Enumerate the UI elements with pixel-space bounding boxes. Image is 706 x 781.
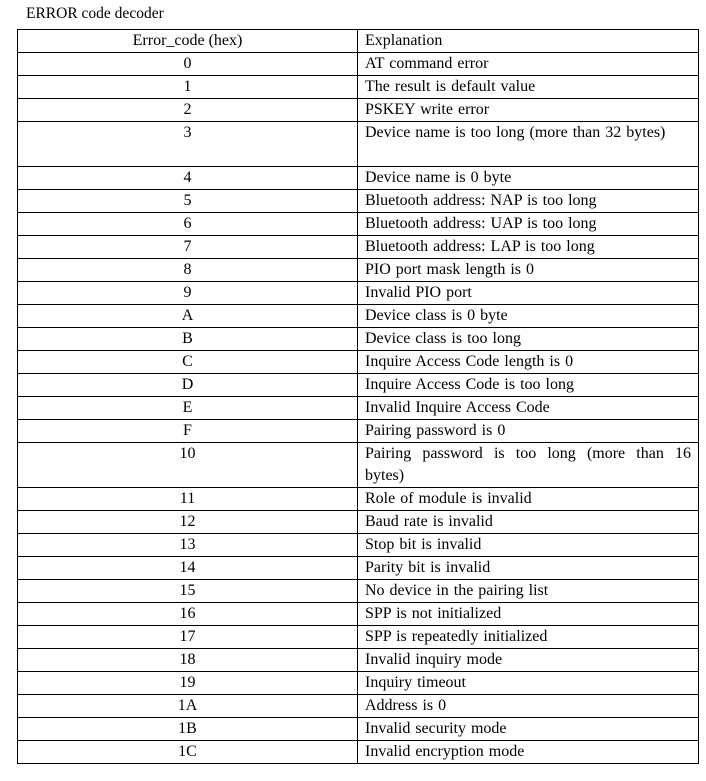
table-row (18, 672, 699, 695)
error-code-cell: 5 (18, 190, 358, 213)
table-header-row (18, 30, 699, 53)
table-row (18, 190, 699, 213)
error-code-cell: 1B (18, 718, 358, 741)
explanation-cell: Invalid encryption mode (358, 741, 699, 764)
explanation-cell: Device class is 0 byte (358, 305, 699, 328)
explanation-cell: Inquire Access Code length is 0 (358, 351, 699, 374)
error-code-cell: 15 (18, 580, 358, 603)
table-row (18, 53, 699, 76)
error-code-cell: 1 (18, 76, 358, 99)
table-row (18, 236, 699, 259)
error-code-cell: 7 (18, 236, 358, 259)
error-code-cell: 3 (18, 122, 358, 167)
error-code-cell: A (18, 305, 358, 328)
explanation-cell: Inquiry timeout (358, 672, 699, 695)
error-code-cell: D (18, 374, 358, 397)
table-row (18, 443, 699, 488)
error-code-cell: 0 (18, 53, 358, 76)
error-code-cell: B (18, 328, 358, 351)
error-code-cell: 17 (18, 626, 358, 649)
explanation-cell: PSKEY write error (358, 99, 699, 122)
table-row (18, 374, 699, 397)
table-row (18, 397, 699, 420)
explanation-cell: Bluetooth address: LAP is too long (358, 236, 699, 259)
explanation-cell: No device in the pairing list (358, 580, 699, 603)
table-row (18, 305, 699, 328)
table-caption: ERROR code decoder (26, 5, 164, 22)
table-row (18, 488, 699, 511)
error-code-cell: C (18, 351, 358, 374)
table-row (18, 76, 699, 99)
column-header-code: Error_code (hex) (18, 30, 358, 53)
explanation-cell: Bluetooth address: NAP is too long (358, 190, 699, 213)
error-code-cell: 13 (18, 534, 358, 557)
error-code-cell: 2 (18, 99, 358, 122)
error-code-cell: 16 (18, 603, 358, 626)
error-code-cell: E (18, 397, 358, 420)
explanation-cell: PIO port mask length is 0 (358, 259, 699, 282)
explanation-cell: Device name is too long (more than 32 bytes) (358, 122, 699, 167)
error-code-cell: 6 (18, 213, 358, 236)
table-row (18, 695, 699, 718)
table-row (18, 718, 699, 741)
error-code-cell: 18 (18, 649, 358, 672)
table-row (18, 259, 699, 282)
explanation-cell: Device class is too long (358, 328, 699, 351)
explanation-cell: Pairing password is 0 (358, 420, 699, 443)
table-row (18, 122, 699, 167)
error-code-cell: F (18, 420, 358, 443)
explanation-cell: Device name is 0 byte (358, 167, 699, 190)
error-code-cell: 19 (18, 672, 358, 695)
explanation-cell: Address is 0 (358, 695, 699, 718)
explanation-cell: Invalid inquiry mode (358, 649, 699, 672)
table-row (18, 282, 699, 305)
error-code-cell: 8 (18, 259, 358, 282)
table-row (18, 741, 699, 764)
explanation-cell: Stop bit is invalid (358, 534, 699, 557)
error-code-table (17, 29, 699, 764)
table-row (18, 213, 699, 236)
explanation-cell: Inquire Access Code is too long (358, 374, 699, 397)
table-row (18, 603, 699, 626)
explanation-cell: SPP is repeatedly initialized (358, 626, 699, 649)
explanation-cell: Role of module is invalid (358, 488, 699, 511)
table-row (18, 626, 699, 649)
error-code-cell: 12 (18, 511, 358, 534)
table-row (18, 99, 699, 122)
table-row (18, 580, 699, 603)
table-row (18, 167, 699, 190)
explanation-cell: Invalid Inquire Access Code (358, 397, 699, 420)
error-code-cell: 14 (18, 557, 358, 580)
explanation-cell: Baud rate is invalid (358, 511, 699, 534)
column-header-explanation: Explanation (358, 30, 699, 53)
table-row (18, 649, 699, 672)
table-row (18, 511, 699, 534)
explanation-cell: Bluetooth address: UAP is too long (358, 213, 699, 236)
table-row (18, 420, 699, 443)
error-code-cell: 1C (18, 741, 358, 764)
error-code-cell: 10 (18, 443, 358, 488)
table-row (18, 557, 699, 580)
error-code-cell: 1A (18, 695, 358, 718)
error-code-cell: 4 (18, 167, 358, 190)
error-code-cell: 9 (18, 282, 358, 305)
error-code-cell: 11 (18, 488, 358, 511)
explanation-cell: Invalid PIO port (358, 282, 699, 305)
explanation-cell: Parity bit is invalid (358, 557, 699, 580)
explanation-cell: SPP is not initialized (358, 603, 699, 626)
table-row (18, 351, 699, 374)
table-row (18, 328, 699, 351)
explanation-cell: The result is default value (358, 76, 699, 99)
explanation-cell: Invalid security mode (358, 718, 699, 741)
explanation-cell: Pairing password is too long (more than 16 bytes) (358, 443, 699, 488)
table-row (18, 534, 699, 557)
explanation-cell: AT command error (358, 53, 699, 76)
